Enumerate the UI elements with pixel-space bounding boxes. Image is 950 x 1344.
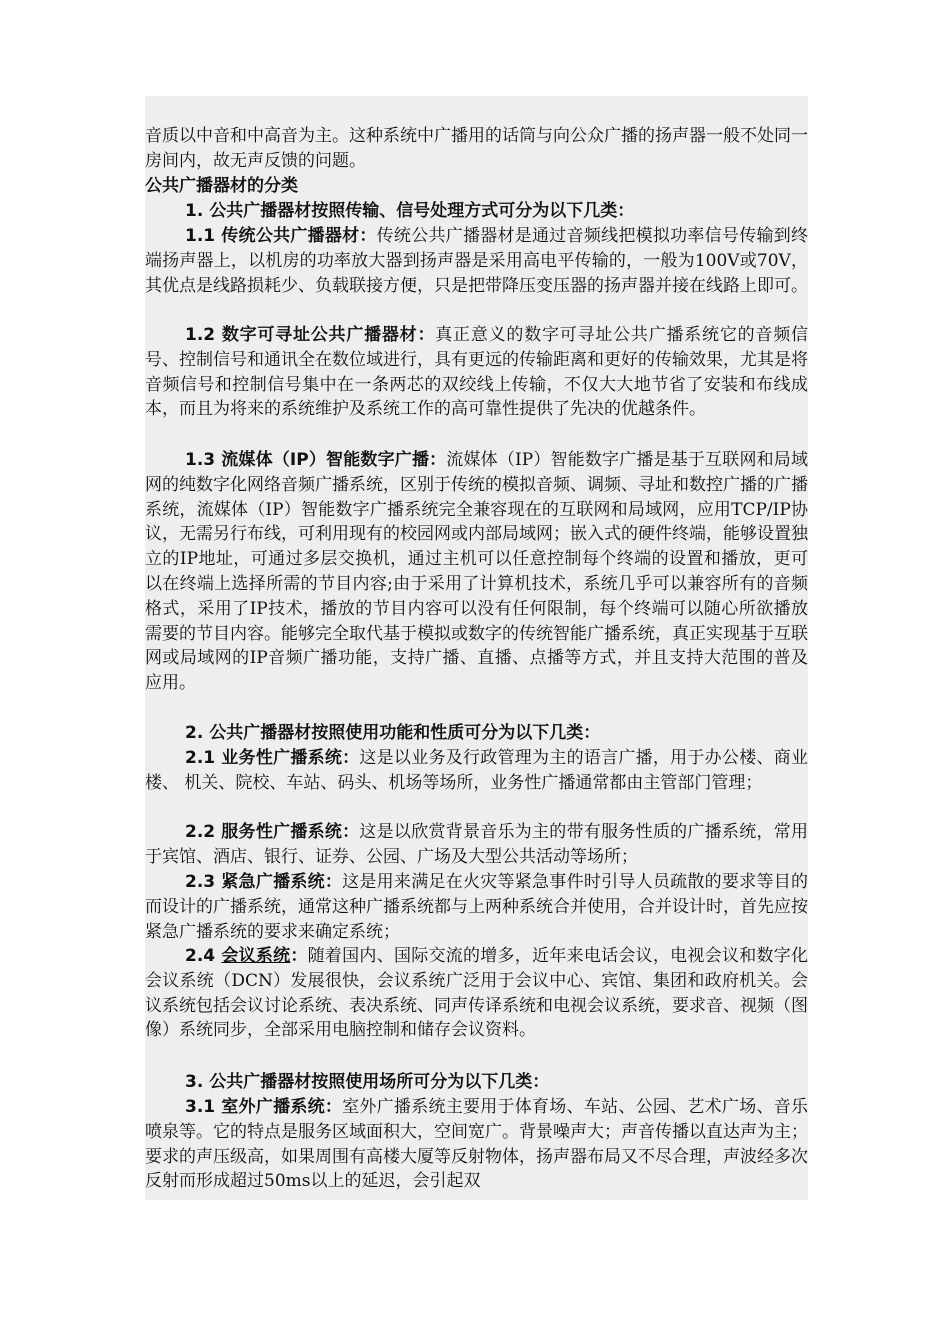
section-1-3-text: 流媒体（IP）智能数字广播是基于互联网和局域网的纯数字化网络音频广播系统，区别于传统的模拟音频、调频、寻址和数控广播的广播系统，流媒体（IP）智能数字广播系统完全兼容现在的互联网和局域网，应用TCP/IP协议，无需另行布线，可利用现有的校园网或内部局域网；嵌入式的硬件终端，能够设置独立的IP地址，可通过多层交换机，通过主机可以任意控制每个终端的设置和播放，更可以在终端上选择所需的节目内容;由于采用了计算机技术，系统几乎可以兼容所有的音频格式，采用了IP技术，播放的节目内容可以没有任何限制，每个终端可以随心所欲播放需要的节目内容。能够完全取代基于模拟或数字的传统智能广播系统，真正实现基于互联网或局域网的IP音频广播功能，支持广播、直播、点播等方式，并且支持大范围的普及应用。 [145, 450, 808, 694]
section-1-1 [145, 224, 808, 298]
section-2-4-label-num: 2.4 [185, 946, 222, 966]
section-1-1-text: 传统公共广播器材是通过音频线把模拟功率信号传输到终端扬声器上，以机房的功率放大器到扬声器是采用高电平传输的，一般为100V或70V，其优点是线路损耗少、负载联接方便，只是把带降压变压器的扬声器并接在线路上即可。 [145, 226, 808, 296]
section-2-2-text: 这是以欣赏背景音乐为主的带有服务性质的广播系统，常用于宾馆、酒店、银行、证券、公园、广场及大型公共活动等场所； [145, 822, 808, 867]
section-2-3-label: 2.3 紧急广播系统： [185, 872, 343, 892]
intro-text: 音质以中音和中高音为主。这种系统中广播用的话筒与向公众广播的扬声器一般不处同一房间内，故无声反馈的问题。 [145, 126, 808, 171]
section-title: 公共广播器材的分类 [145, 176, 298, 196]
section-2-1-text: 这是以业务及行政管理为主的语言广播，用于办公楼、商业楼、 机关、院校、车站、码头、机场等场所，业务性广播通常都由主管部门管理； [145, 748, 808, 793]
section-1-1-label: 1.1 传统公共广播器材： [185, 226, 377, 246]
section-2-2-label: 2.2 服务性广播系统： [185, 822, 360, 842]
paragraph-intro [145, 124, 808, 174]
heading-2: 2. 公共广播器材按照使用功能和性质可分为以下几类： [185, 723, 601, 743]
section-1-2 [145, 323, 808, 422]
section-2-3 [145, 870, 808, 944]
heading-3: 3. 公共广播器材按照使用场所可分为以下几类： [185, 1072, 550, 1092]
section-2-1 [145, 746, 808, 796]
section-1-2-label: 1.2 数字可寻址公共广播器材： [185, 325, 436, 345]
section-1-2-text: 真正意义的数字可寻址公共广播系统它的音频信号、控制信号和通讯全在数位域进行，具有更远的传输距离和更好的传输效果，尤其是将音频信号和控制信号集中在一条两芯的双绞线上传输，不仅大大地节省了安装和布线成本，而且为将来的系统维护及系统工作的高可靠性提供了先决的优越条件。 [145, 325, 808, 420]
section-3-1-label: 3.1 室外广播系统： [185, 1097, 343, 1117]
section-2-3-text: 这是用来满足在火灾等紧急事件时引导人员疏散的要求等目的而设计的广播系统，通常这种广播系统都与上两种系统合并使用，合并设计时，首先应按紧急广播系统的要求来确定系统； [145, 872, 808, 942]
section-2-4 [145, 944, 808, 1043]
section-2-4-label-colon: ： [290, 946, 308, 966]
section-1-3-label: 1.3 流媒体（IP）智能数字广播： [185, 450, 447, 470]
section-3-1 [145, 1095, 808, 1194]
section-2-1-label: 2.1 业务性广播系统： [185, 748, 360, 768]
section-2-4-text: 随着国内、国际交流的增多，近年来电话会议，电视会议和数字化会议系统（DCN）发展很快，会议系统广泛用于会议中心、宾馆、集团和政府机关。会议系统包括会议讨论系统、表决系统、同声传译系统和电视会议系统，要求音、视频（图像）系统同步，全部采用电脑控制和储存会议资料。 [145, 946, 809, 1041]
heading-1: 1. 公共广播器材按照传输、信号处理方式可分为以下几类： [185, 201, 635, 221]
section-2-4-label-word: 会议系统 [221, 946, 291, 966]
section-1-3 [145, 448, 808, 696]
section-2-2 [145, 820, 808, 870]
section-3-1-text: 室外广播系统主要用于体育场、车站、公园、艺术广场、音乐喷泉等。它的特点是服务区域面积大，空间宽广。背景噪声大；声音传播以直达声为主；要求的声压级高，如果周围有高楼大厦等反射物体，扬声器布局又不尽合理，声波经多次反射而形成超过50ms以上的延迟，会引起双 [145, 1097, 808, 1192]
